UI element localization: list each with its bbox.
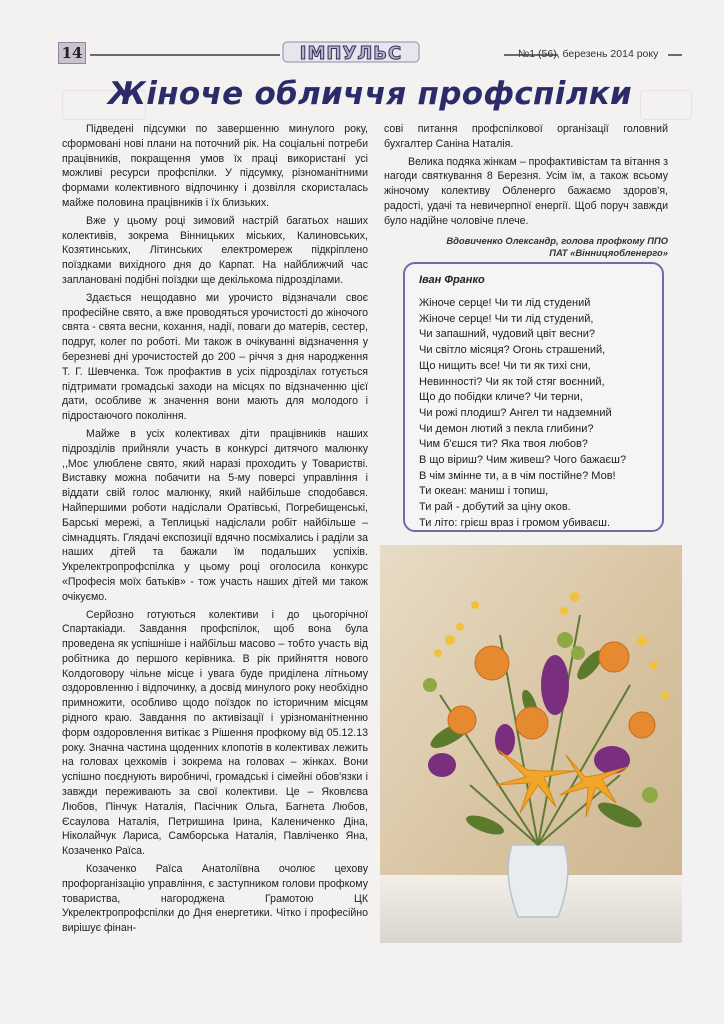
vase-shape	[508, 845, 568, 917]
poem-line: Чи запашний, чудовий цвіт весни?	[419, 328, 596, 341]
poem-line: Невинності? Чи як той стяг воєнний,	[419, 375, 605, 388]
bouquet-illustration	[380, 545, 682, 943]
logo-mark	[282, 40, 420, 64]
poem-line: Жіноче серце! Чи ти лід студений	[419, 297, 591, 309]
signature-line: ПАТ «Вінницяобленерго»	[549, 246, 668, 258]
paragraph: сові питання профспілкової організації головний бухгалтер Саніна Наталія.	[384, 123, 668, 150]
article-title: Жіноче обличчя профспілки	[108, 76, 633, 112]
header-rule	[90, 54, 280, 56]
page-number: 14	[58, 42, 86, 64]
paragraph: Підведені підсумки по завершенню минулого року, сформовані нові плани на поточний рік. На соціальні потреби працівників, покращення умов їх праці використані усі можливі ресурси профспілки. У підсумку, різноманітними формами колективного відпочинку і дозвілля скористалась майже половина працівників і їх близьких.	[62, 123, 368, 209]
flower-bouquet-photo	[380, 545, 682, 943]
issue-info: №1 (56), березень 2014 року	[518, 48, 659, 60]
poem-line: Чи світло місяця? Огонь страшений,	[419, 344, 606, 357]
impuls-logo	[282, 40, 420, 64]
faint-frame	[640, 90, 692, 120]
poem-line: В чім змінне ти, а в чім постійне? Мов!	[419, 469, 616, 482]
poem-line: Чи демон лютий з пекла глибини?	[419, 422, 594, 435]
signature-line: Вдовиченко Олександр, голова профкому ППО	[446, 234, 668, 246]
poem-line: Що нищить все! Чи ти як тихі сни,	[419, 359, 591, 372]
poem-line: Чи рожі плодиш? Ангел ти надземний	[419, 406, 612, 419]
logo-text: ІМПУЛЬС	[299, 43, 403, 64]
poem-line: Ти літо: грієш враз і громом убиваєш.	[419, 516, 611, 529]
paragraph: Вже у цьому році зимовий настрій багатьох наших колективів, зокрема Вінницьких міських, Калиновських, Козятинських, Літинських електромереж підкріплено поїздками вихідного дня до Карпат. На найближчий час заплановані подібні поїздки ще декількома підрозділами.	[62, 214, 368, 286]
poem-box	[403, 262, 664, 532]
poem-author: Іван Франко	[419, 274, 485, 286]
paragraph: Велика подяка жінкам – профактивістам та вітання з нагоди святкування 8 Березня. Усім їм, а також всьому жіночому колективу Обленерго бажаємо здоров'я, радості, удачі та невичерпної енергії. Щоб поруч завжди було надійне чоловіче плече.	[384, 155, 668, 227]
poem-line: В що віриш? Чим живеш? Чого бажаєш?	[419, 454, 627, 467]
paragraph: Козаченко Раїса Анатоліївна очолює цехову профорганізацію управління, є заступником голови профкому товариства, нагороджена Грамотою ЦК Укрелектропрофспілки до Дня енергетики. Чітко і професійно вирішує фінан-	[62, 863, 368, 935]
poem-line: Ти рай - добутий за ціну оков.	[419, 501, 571, 514]
header-rule	[668, 54, 682, 56]
page-header	[58, 38, 688, 68]
left-column	[62, 122, 368, 939]
paragraph: Майже в усіх колективах діти працівників наших підрозділів прийняли участь в конкурсі дитячого малюнку ,,Моє улюблене свято, який наразі проходить у Товаристві. Виставку можна побачити на 5-му поверсі управління і віддати свій голос малюнку, який найбільше сподобався. Найпершими роботи надіслали Оратівські, Погребищенські, Барські мережі, а Теплицькі надіслали робіт найбільше – сімнадцять. Глядачі експозиції вдячно посміхались і раділи за наших дітей та бажали їм подальших успіхів. Укрелектропрофспілка у цьому році оголосила конкурс «Професія моїх батьків» - тож участь наших дітей ми також очікуємо.	[62, 427, 368, 603]
poem-line: Що до побідки кличе? Чи терни,	[419, 391, 583, 404]
author-signature	[384, 235, 668, 259]
right-column	[384, 122, 668, 259]
poem-line: Чим б'єшся ти? Яка твоя любов?	[419, 438, 588, 451]
paragraph: Серйозно готуються колективи і до цьогорічної Спартакіади. Завдання профспілок, щоб вона була проведена як успішніше і найбільш масово – тобто участь від робітника до першого керівника. В рік прийняття нового Колдоговору чільне місце і увага буде приділена літньому оздоровленню і відпочинку, а досвід минулого року необхідно примножити, особливо щодо поїздок по історичним місцям рідного краю. Завдання по активізації і урізноманітненню форм оздоровлення витікає з Рішення профкому від 05.12.13 року. Значна частина щоденних клопотів в колективах лежить на головах цехкомів і зокрема на головах – жінках. Вони успішно поєднують виробничі, громадські і сімейні обов'язки і завжди переживають за свої колективи. Це – Яковлєва Любов, Пінчук Наталія, Пасічник Ольга, Багнета Любов, Єсаулова Наталія, Петришина Ірина, Калениченко Діна, Ніколайчук Лариса, Самборська Наталія, Павліченко Яна, Козаченко Раїса.	[62, 608, 368, 858]
poem-line: Ти океан: маниш і топиш,	[419, 485, 549, 498]
paragraph: Здається нещодавно ми урочисто відзначали своє професійне свято, а вже проводяться урочистості до жіночого свята - свята весни, кохання, надії, поваги до матерів, сестер, подруг, колег по роботі. Ми також в очікуванні відзначення у березневі дні урочистостей до 200 – річчя з дня народження Т. Г. Шевченка. Тож профактив в усіх підрозділах готується підтримати громадські заходи на місцях по відзначенню цієї дати, особливе ж значення вони мають для молодого і підростаючого покоління.	[62, 291, 368, 423]
poem-line: Жіноче серце! Чи ти лід студений,	[419, 312, 594, 325]
